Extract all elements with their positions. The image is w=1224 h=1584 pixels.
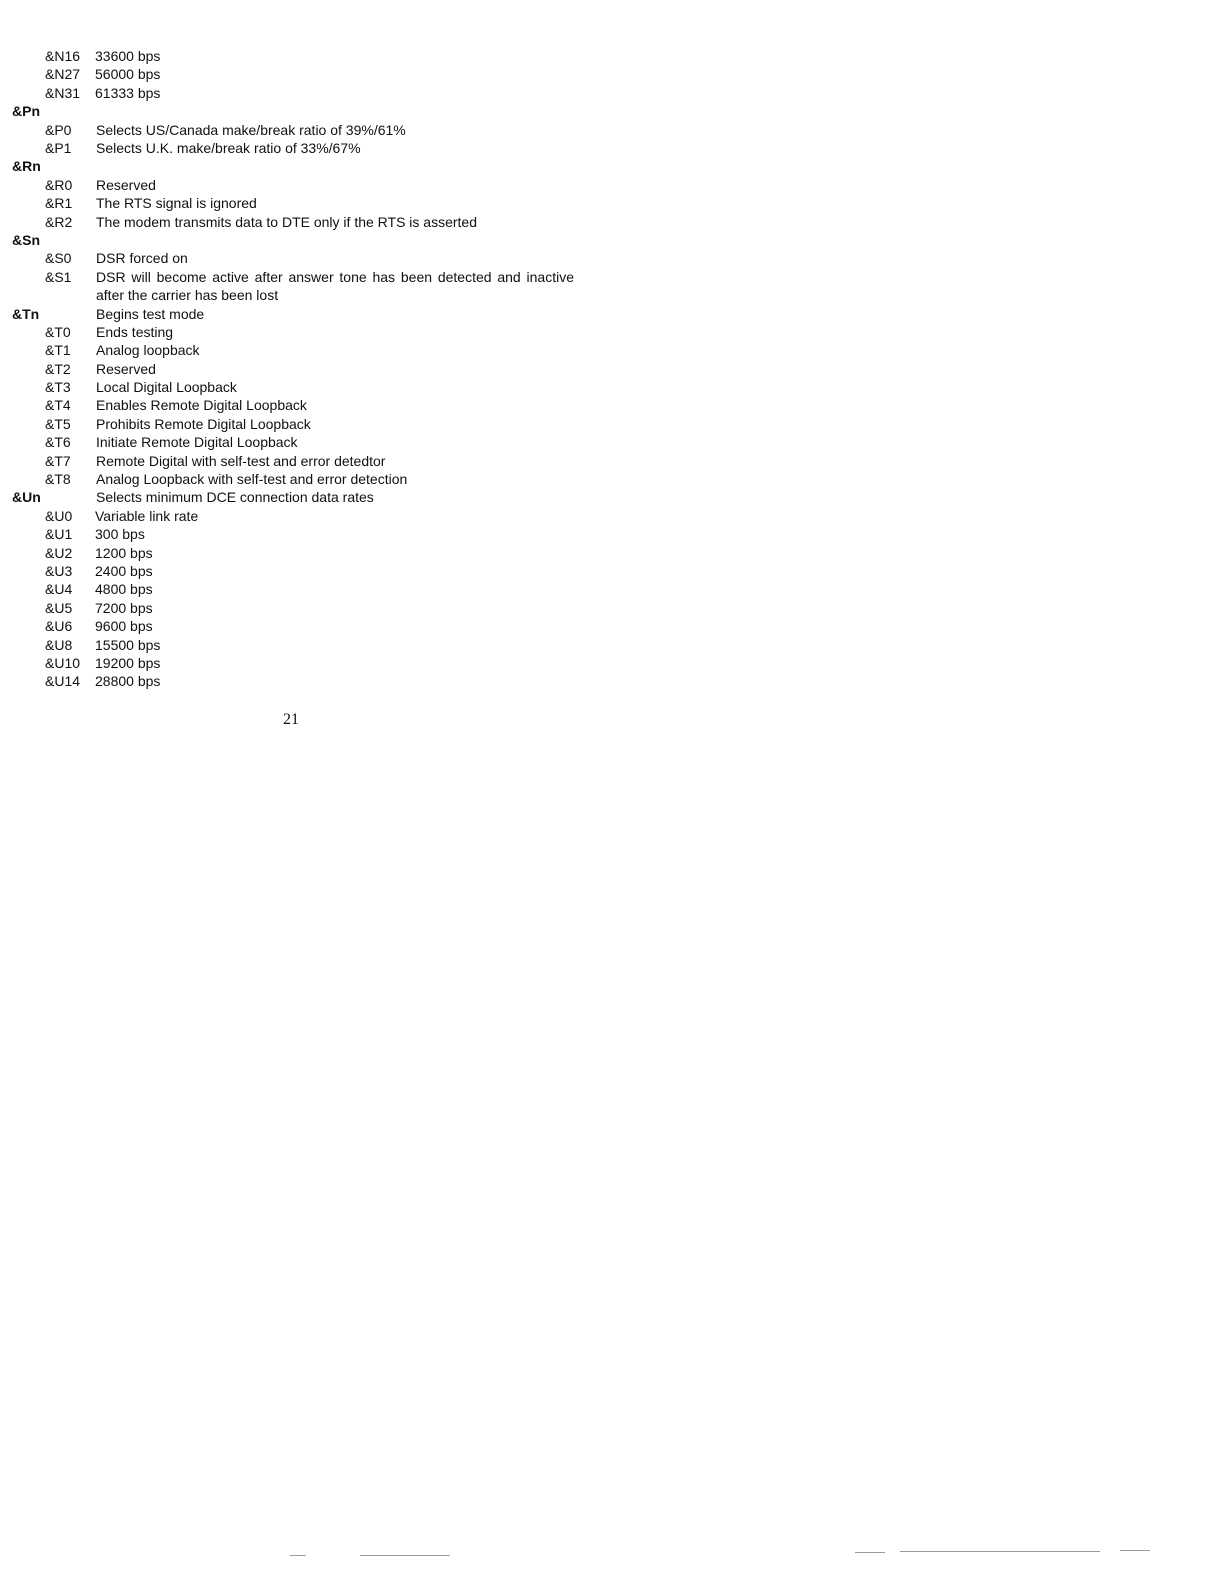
command-description: Selects U.K. make/break ratio of 33%/67% [96,139,361,156]
scan-artifact [900,1551,1100,1552]
group-header-label: &Pn [12,103,40,120]
command-code: &N16 [45,48,81,64]
command-code: &S0 [45,250,72,267]
command-list [12,47,592,691]
command-description: Local Digital Loopback [96,379,237,396]
command-description: Enables Remote Digital Loopback [96,397,307,414]
command-code: &T3 [45,379,71,396]
command-description: 28800 bps [95,673,161,690]
command-row [12,617,592,635]
command-code: &T1 [45,342,71,359]
command-row [12,599,592,617]
command-description: 300 bps [95,526,145,543]
group-header-label: &Tn [12,305,40,322]
command-row [12,65,592,83]
command-row [12,213,592,231]
command-code: &U4 [45,581,73,598]
command-row [12,378,592,396]
command-description: Prohibits Remote Digital Loopback [96,415,311,432]
command-group-header [12,231,592,249]
command-row [12,47,592,65]
command-group-header [12,305,592,323]
group-header-label: &Rn [12,158,41,175]
command-row [12,323,592,341]
command-code: &U3 [45,562,73,579]
command-description: Reserved [96,176,156,193]
group-header-description: Selects minimum DCE connection data rates [96,489,374,506]
command-code: &U2 [45,544,73,561]
command-row [12,341,592,359]
page-number: 21 [283,711,299,728]
command-description: Initiate Remote Digital Loopback [96,434,298,451]
command-group-header [12,102,592,120]
command-code: &P0 [45,121,72,138]
command-row [12,121,592,139]
command-row [12,433,592,451]
command-description: Remote Digital with self-test and error detedtor [96,452,386,469]
scan-artifact [1120,1550,1150,1551]
command-row [12,249,592,267]
command-description: Analog Loopback with self-test and error detection [96,471,408,488]
command-code: &N27 [45,66,81,83]
command-code: &R1 [45,195,73,212]
group-header-label: &Un [12,489,41,506]
command-row [12,84,592,102]
command-code: &U14 [45,673,81,690]
command-row [12,139,592,157]
command-description: 19200 bps [95,654,161,671]
command-description: DSR will become active after answer tone has been detected and inactive after the carrier has been lost [96,268,574,304]
command-code: &U6 [45,618,73,635]
command-description: 9600 bps [95,618,153,635]
command-description: The modem transmits data to DTE only if the RTS is asserted [96,213,478,230]
command-description: 33600 bps [95,48,161,64]
command-code: &N31 [45,84,81,101]
command-row [12,544,592,562]
command-row [12,176,592,194]
command-description: 15500 bps [95,636,161,653]
group-header-description: Begins test mode [96,305,205,322]
command-row [12,507,592,525]
command-code: &T8 [45,471,71,488]
command-description: Ends testing [96,323,174,340]
command-row [12,194,592,212]
command-code: &T6 [45,434,71,451]
command-description: Variable link rate [95,507,199,524]
command-code: &U8 [45,636,73,653]
command-code: &S1 [45,268,72,285]
command-row [12,562,592,580]
command-code: &U10 [45,654,81,671]
command-row [12,396,592,414]
command-code: &T0 [45,323,71,340]
command-description: 4800 bps [95,581,153,598]
command-description: 7200 bps [95,599,153,616]
group-header-label: &Sn [12,231,40,248]
command-row [12,415,592,433]
command-code: &P1 [45,139,72,156]
scan-artifact [290,1555,306,1556]
command-row [12,360,592,378]
command-description: 1200 bps [95,544,153,561]
command-group-header [12,157,592,175]
command-code: &T4 [45,397,71,414]
command-description: 2400 bps [95,562,153,579]
command-row [12,470,592,488]
command-row [12,525,592,543]
command-code: &U5 [45,599,73,616]
scan-artifact [360,1555,450,1556]
command-code: &R0 [45,176,73,193]
command-code: &R2 [45,213,73,230]
scan-artifact [855,1552,885,1553]
command-row [12,672,592,690]
command-row [12,452,592,470]
command-code: &U0 [45,507,73,524]
command-description: Reserved [96,360,156,377]
command-group-header [12,488,592,506]
command-description: DSR forced on [96,250,188,267]
command-description: Analog loopback [96,342,200,359]
command-description: The RTS signal is ignored [96,195,257,212]
command-code: &T5 [45,415,71,432]
command-code: &T2 [45,360,71,377]
command-code: &T7 [45,452,71,469]
command-row [12,580,592,598]
command-row [12,654,592,672]
command-description: 61333 bps [95,84,161,101]
command-row [12,636,592,654]
command-row [12,268,592,305]
command-description: Selects US/Canada make/break ratio of 39%/61% [96,121,406,138]
command-description: 56000 bps [95,66,161,83]
command-code: &U1 [45,526,73,543]
